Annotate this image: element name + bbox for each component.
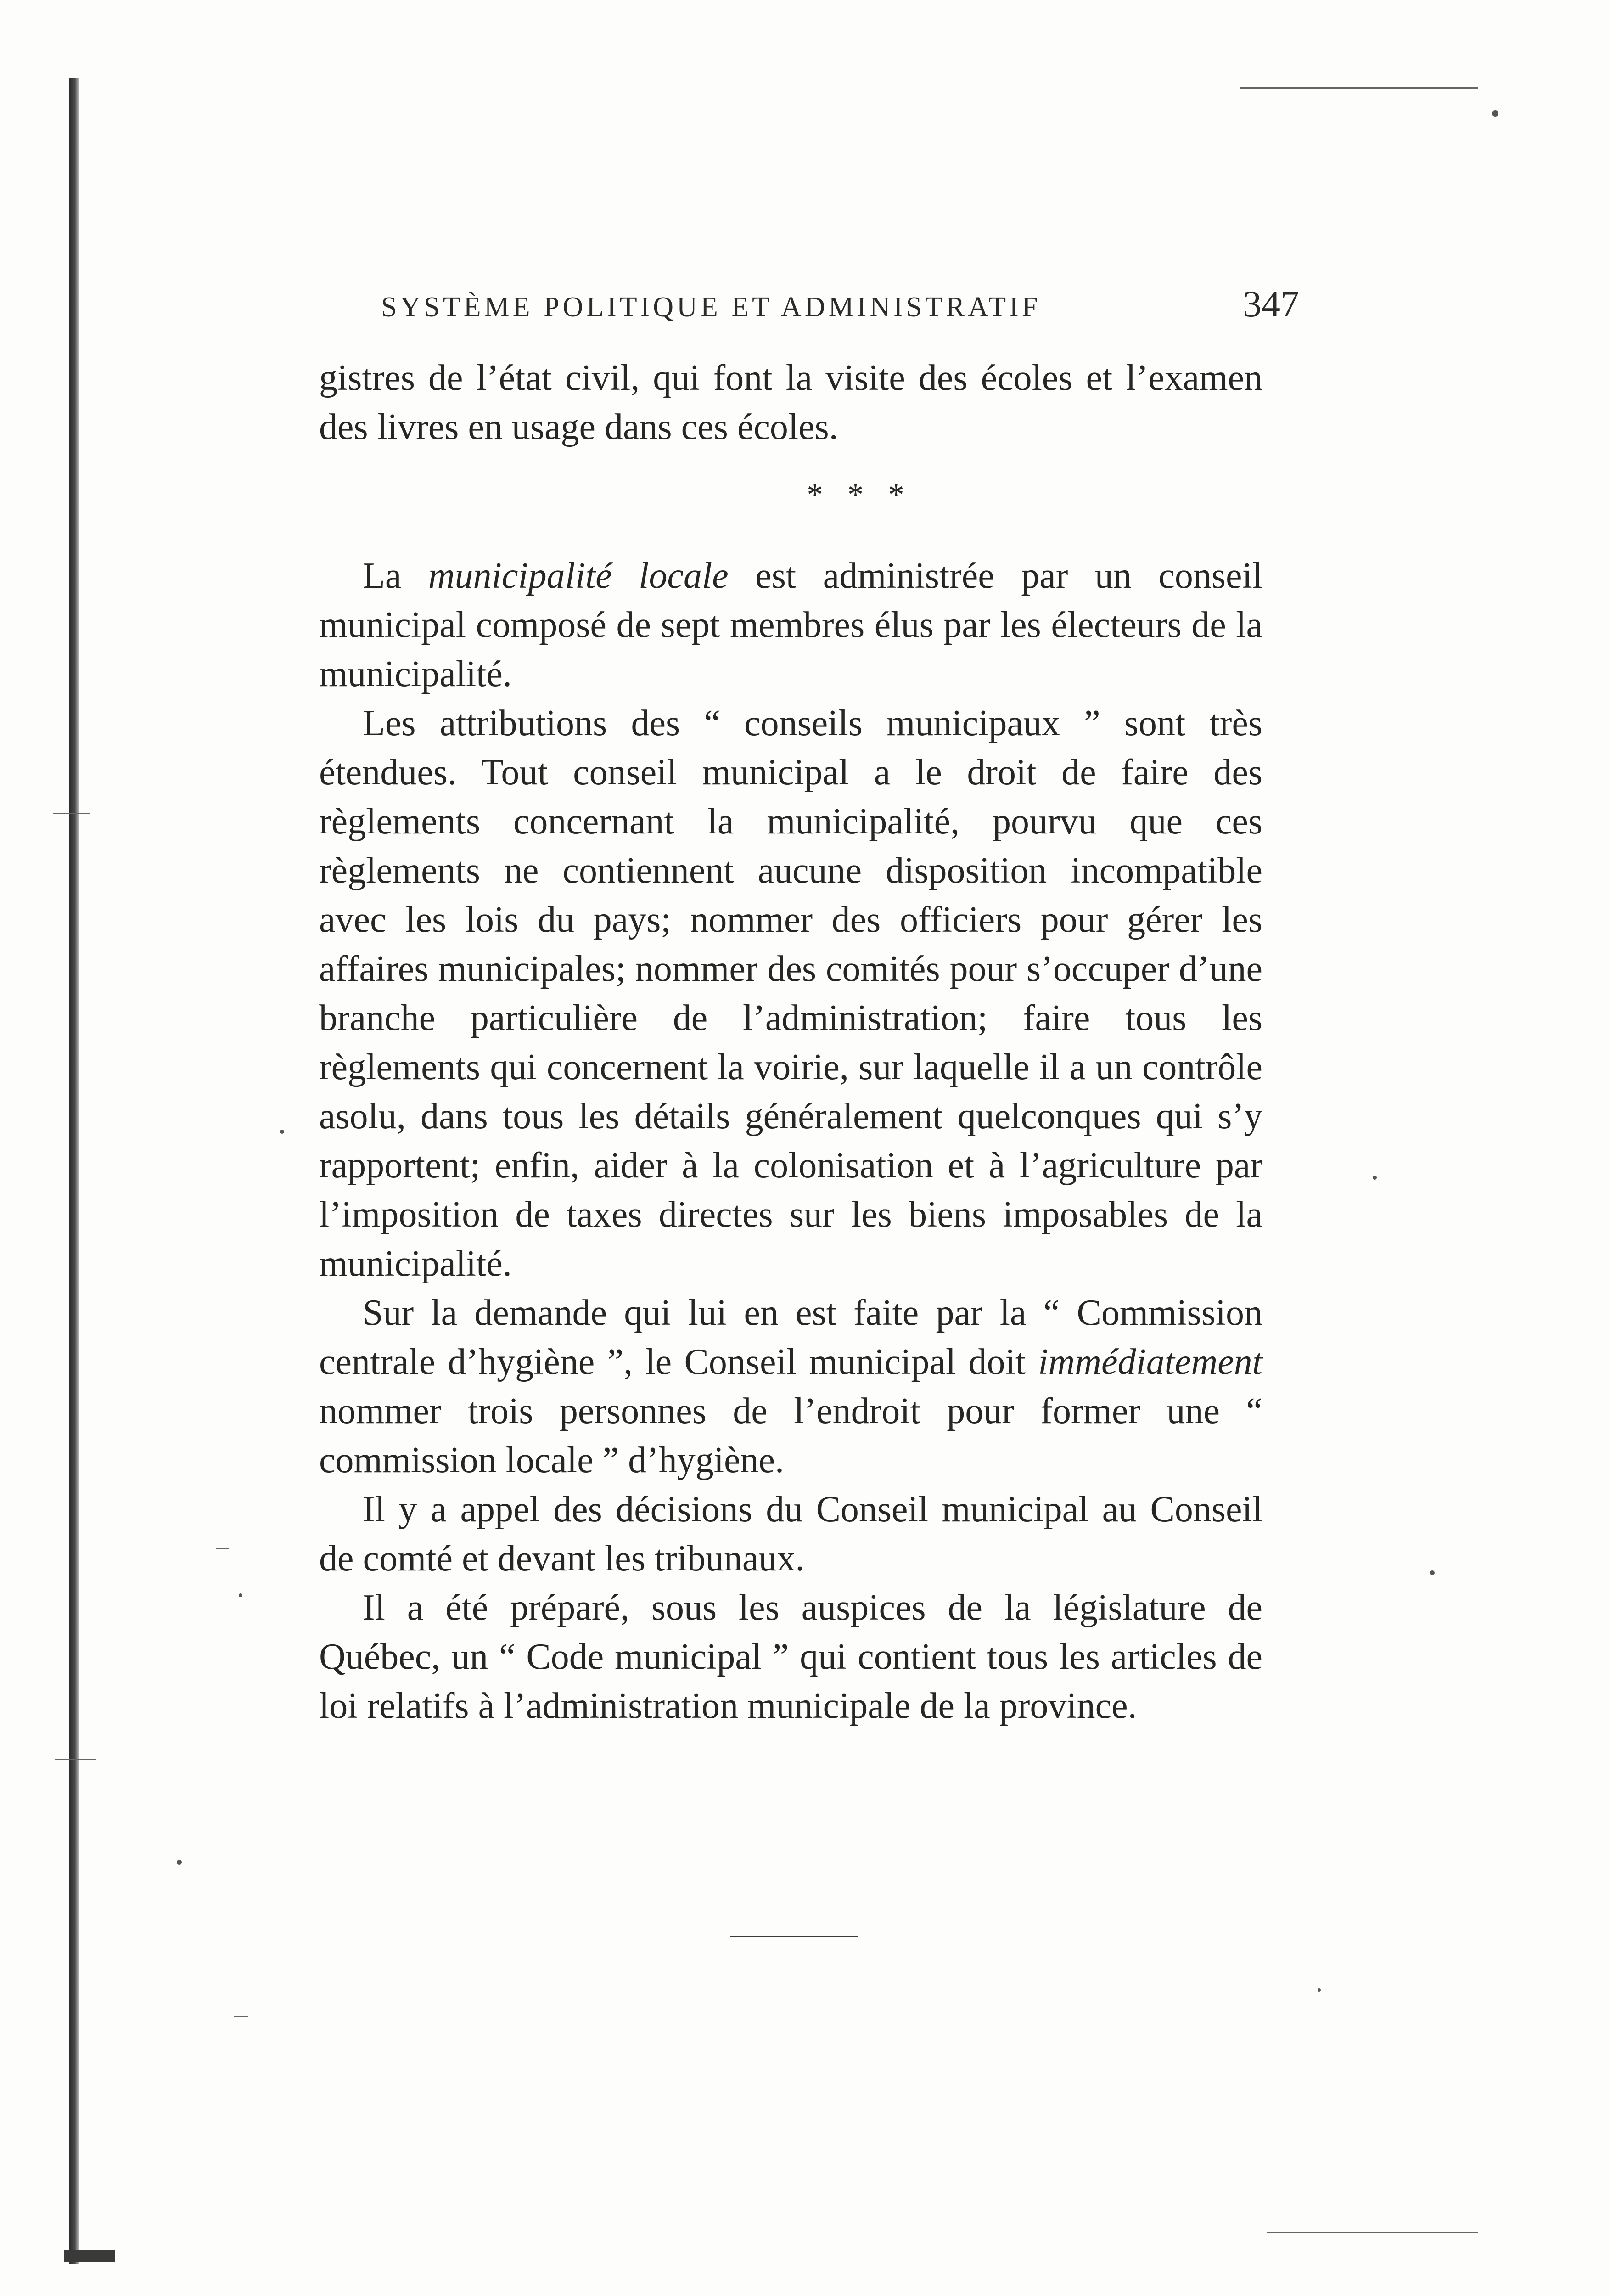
paragraph-lead: La <box>363 556 428 596</box>
scan-speck <box>1373 1176 1377 1180</box>
paragraph-appel: Il y a appel des décisions du Conseil municipal au Conseil de comté et devant les tribunaux. <box>319 1489 1262 1579</box>
running-head: SYSTÈME POLITIQUE ET ADMINISTRATIF <box>381 292 1041 323</box>
scan-mark <box>234 2016 248 2017</box>
paragraph-code-municipal: Il a été préparé, sous les auspices de la législature de Québec, un “ Code municipal ” qui contient tous les articles de loi relatifs à l’administration municipale de la province. <box>319 1587 1262 1726</box>
paragraph-commission-hygiene <box>319 1289 1262 1485</box>
scan-speck <box>1430 1570 1435 1575</box>
paragraph-attributions: Les attributions des “ conseils municipaux ” sont très étendues. Tout conseil municipal a le droit de faire des règlements concernant la municipalité, pourvu que ces règlements ne contiennent aucune disposition incompatible avec les lois du pays; nommer des officiers pour gérer les affaires municipales; nommer des comités pour s’occuper d’une branche particulière de l’administration; faire tous les règlements qui concernent la voirie, sur laquelle il a un contrôle asolu, dans tous les détails généralement quelconques qui s’y rapportent; enfin, aider à la colonisation et à l’agriculture par l’imposition de taxes directes sur les biens imposables de la municipalité. <box>319 703 1262 1284</box>
scan-speck <box>239 1593 242 1597</box>
binding-edge-tail <box>64 2250 115 2262</box>
scan-speck <box>280 1130 284 1134</box>
scan-speck <box>177 1860 182 1865</box>
closing-rule <box>730 1936 858 1937</box>
paragraph-rest: nommer trois personnes de l’endroit pour former une “ commission locale ” d’hygiène. <box>319 1391 1262 1480</box>
page-binding-edge <box>69 78 79 2264</box>
body-text <box>319 354 1262 1731</box>
italic-term: municipalité locale <box>428 556 729 596</box>
scan-speck <box>1492 110 1498 117</box>
page-number: 347 <box>1243 283 1299 325</box>
continuation-paragraph: gistres de l’état civil, qui font la visite des écoles et l’examen des livres en usage dans ces écoles. <box>319 358 1262 447</box>
scan-mark <box>1267 2232 1478 2233</box>
page-header <box>381 282 1299 324</box>
italic-term: immédiatement <box>1038 1342 1262 1382</box>
section-separator: * * * <box>807 477 913 512</box>
scan-speck <box>1318 1988 1321 1992</box>
scan-mark <box>1240 87 1478 89</box>
paragraph-rest: est administrée par un conseil municipal composé de sept membres élus par les électeurs de la municipalité. <box>319 556 1263 694</box>
scan-mark <box>53 813 90 814</box>
scan-mark <box>216 1548 229 1549</box>
paragraph-municipalite-locale <box>319 551 1262 699</box>
scan-mark <box>55 1759 96 1760</box>
paragraph-lead: Sur la demande qui lui en est faite par la “ Commission centrale d’hygiène ”, le Conseil municipal doit <box>319 1293 1262 1382</box>
